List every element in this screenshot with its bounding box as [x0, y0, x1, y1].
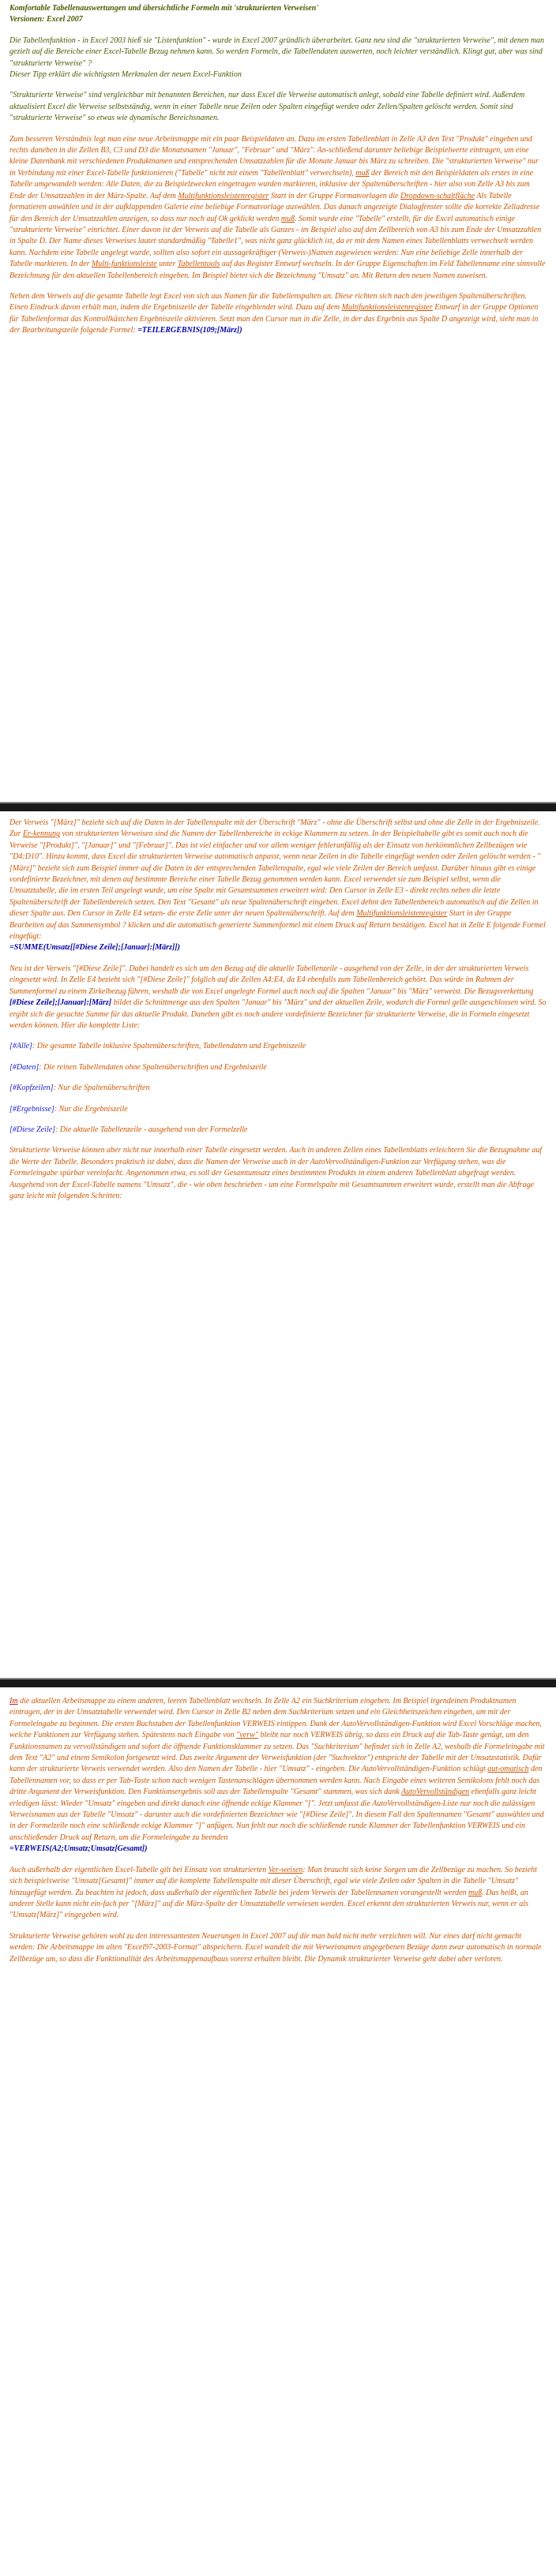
example-text-f: unter: [159, 260, 176, 269]
document-title: Komfortable Tabellenauswertungen und übersichtliche Formeln mit 'strukturierten Verweisen': [9, 4, 319, 13]
identifier-alle-desc: : Die gesamte Tabelle inklusive Spaltenüberschriften, Tabellendaten und Ergebniszeile: [32, 1042, 306, 1051]
references-paragraph: [9, 818, 547, 954]
reference-chain: [#Diese Zeile];[Januar]:[März]: [9, 998, 112, 1008]
this-row-paragraph: [9, 964, 547, 1032]
verweis-paragraph: [9, 1696, 547, 1855]
formula-verweis: =VERWEIS(A2;Umsatz;Umsatz[Gesamt]): [9, 1844, 148, 1854]
columns-text-b: Entwurf in der Gruppe Optionen für Tabellenformat das Kontrollkästchen Ergebniszeile aktivieren. Setzt man den Cursor nun in die Zelle, in der das Ergebnis aus Spalte D angezeigt wird, sieht man in der Bearbeitungszeile folgende Formel:: [9, 303, 539, 335]
example-mus-1: muß: [355, 168, 370, 178]
this-row-text-a: Neu ist der Verweis "[#Diese Zeile]". Dabei handelt es sich um den Bezug auf die aktuelle Tabellenzeile - ausgehend von der Zelle, in der der strukturierten Verweis eingesetzt wird. In Zelle E4 bezieht sich "[#Diese Zeile]" folglich auf die Zellen A4:E4, da E4 ebenfalls zum Tabellenbereich gehört. Das würde im Rahmen der Summenformel zu einem Zirkelbezug führen, weshalb die von Excel angelegte Formel auch noch auf die Spalten "Januar" bis "März" verweist. Die Bezugsverkettung: [9, 964, 534, 996]
link-verweisen[interactable]: Ver-weisen: [268, 1865, 303, 1874]
section-divider-2: [0, 1678, 556, 1687]
link-tabellentools[interactable]: Tabellentools: [177, 260, 220, 269]
formula-teilergebnis: =TEILERGEBNIS(109;[März]): [137, 326, 242, 335]
link-multifunktionsleiste[interactable]: Multi-funktionsleiste: [91, 260, 157, 269]
list-item-alle: [9, 1041, 547, 1052]
columns-text-a: Neben dem Verweis auf die gesamte Tabelle legt Excel von sich aus Namen für die Tabellenspalten an. Diese richten sich nach den jeweiligen Spaltenüberschriften. Einen Eindruck davon erhält man, indem die Ergebniszeile der Tabelle eingeblendet wird. Dazu auf dem: [9, 291, 527, 313]
conclusion-paragraph: Strukturierte Verweise gehören wohl zu den interessantesten Neuerungen in Excel 2007 auf die man bald nicht mehr verzichten will. Nur eines darf nicht gemacht werden: Die Arbeitsmappe im alten "Excel97-2003-Format" abspeichern. Excel wandelt die mit Verweisnamen angegebenen Bezüge dann zwar automatisch in normale Zellbezüge um, so dass die Funktionalität des Arbeitsmappenaufbaus vorerst erhalten bleibt. Die Dynamik strukturierter Verweise geht dabei aber verloren.: [9, 1931, 542, 1964]
link-autovervollstaendigen[interactable]: AutoVervollständigen: [401, 1788, 470, 1797]
intro-paragraph: [9, 36, 547, 81]
outside-text-b: : Man braucht sich keine Sorgen um die Zellbezüge zu machen. So bezieht sich beispielsweise "Umsatz[Gesamt]" immer auf die komplette Tabellenspalte mit dieser Überschrift, egal wie viele Zeilen oder Spalten in die Tabelle "Umsatz" hinzugefügt werden. Zu beachten ist jedoch, dass außerhalb der eigentlichen Tabelle bei jedem Verweis der Tabellennamen vorangestellt werden: [9, 1865, 537, 1897]
example-text-a: Zum besseren Verständnis legt man eine neue Arbeitsmappe mit ein paar Beispieldaten an. Dazu im ersten Tabellenblatt in Zelle A3 den Text "Produkt" eingeben und rechts daneben in die Zellen B3, C3 und D3 die Monatsnamen "Januar", "Februar" und "März". An-schließend darunter beliebige Beispielwerte eintragen, um eine kleine Datenbank mit verschiedenen Produktnamen und entsprechenden Umsatzzahlen für die Monate Januar bis März zu schreiben. Die "strukturierten Verweise" nur in Verbindung mit einer Excel-Tabelle funktionieren ("Tabelle" nicht mit einem "Tabellenblatt" verwechseln),: [9, 134, 539, 178]
intro-text: Die Tabellenfunktion - in Excel 2003 hieß sie "Listenfunktion" - wurde in Excel 2007 gründlich überarbeitet. Ganz neu sind die "strukturierten Verweise", mit denen man gezielt auf die Bereiche einer Excel-Tabelle Bezug nehmen kann. So werden Formeln, die Tabellendaten auswerten, noch leichter verständlich. Klingt gut, aber was sind "strukturierte Verweise" ?: [9, 36, 545, 68]
link-erkennung[interactable]: Er-kennung: [22, 829, 60, 839]
identifier-diese-zeile: [#Diese Zeile]: [9, 1125, 56, 1134]
formula-summe: =SUMME(Umsatz[[#Diese Zeile];[Januar]:[März]]): [9, 943, 180, 953]
outside-references-paragraph: [9, 1865, 547, 1922]
list-item-ergebnisse: [9, 1104, 547, 1115]
link-multifunktionsleistenregister-2[interactable]: Multifunktionsleistenregister: [341, 303, 433, 313]
outside-table-paragraph: Strukturierte Verweise können aber nicht nur innerhalb einer Tabelle eingesetzt werden. Auch in anderen Zellen eines Tabellenblatts erleichtern Sie die Bezugnahme auf die Werte der Tabelle. Besonders praktisch ist dabei, dass die Namen der Verweise auch in der AutoVervollständigen-Funktion zur Verfügung stehen, was die Formeleingabe spürbar vereinfacht. Angenommen etwa, es soll der Gesamtumsatz eines bestimmten Produkts in einem anderen Tabellenblatt abgefragt werden. Ausgehend von der Excel-Tabelle namens "Umsatz", die - wie oben beschrieben - um eine Formelspalte mit Gesamtsummen erweitert wurde, erstellt man die Abfrage ganz leicht mit folgenden Schritten:: [9, 1146, 543, 1200]
example-text-g: auf das Register Entwurf wechseln. In der Gruppe Eigenschaften im Feld Tabellenname eine sinnvolle Bezeichnung für den aktuellen Tabellenbereich eingeben. Im Beispiel bietet sich die Bezeichnung "Umsatz" an. Mit Return den neuen Namen zuweisen.: [9, 260, 546, 280]
outside-text-a: Auch außerhalb der eigentlichen Excel-Tabelle gilt bei Einsatz von strukturierten: [9, 1865, 267, 1874]
identifier-diese-zeile-desc: : Die aktuelle Tabellenzeile - ausgehend von der Formelzelle: [55, 1125, 248, 1134]
link-dropdown-schaltflaeche[interactable]: Dropdown-schaltfläche: [400, 191, 475, 200]
columns-paragraph: [9, 291, 547, 337]
outside-mus: muß: [468, 1888, 483, 1897]
link-multifunktionsleistenregister-1[interactable]: Multifunktionsleistenregister: [178, 191, 269, 200]
references-text-a: Der Verweis "[März]" bezieht sich auf die Daten in der Tabellenspalte mit der Überschrift "März" - ohne die Überschrift selbst und ohne die Zelle in der Ergebniszeile. Zur: [9, 818, 540, 839]
example-paragraph: [9, 134, 547, 282]
verweis-text-c: den Tabellennamen vor, so dass er per Tab-Taste schon nach wenigen Tastenanschlägen übernommen werden kann. Nach Eingabe eines weiteren Semikolons fehlt noch das dritte Argument der Verweisfunktion. Den Funktionsergebnis soll aus der Tabellenspalte "Gesamt" stammen, was sich dank: [9, 1765, 543, 1797]
identifier-kopfzeilen: [#Kopfzeilen]: [9, 1084, 54, 1093]
references-text-c: Start in der Gruppe Bearbeiten auf das Summensymbol ? klicken und die automatisch generierte Summenformel mit einem Druck auf Return bestätigen. Excel hat in Zelle E folgende Formel eingefügt:: [9, 909, 546, 942]
this-row-text-b: bildet die Schnittmenge aus den Spalten "Januar" bis "März" und der aktuellen Zeile, wodurch die Formel gelle ausgeschlossen wird. So ergibt sich die gesuchte Summe für das aktuelle Produkt. Daneben gibt es noch andere vordefinierte Bezeichner für strukturierte Verweise, die in Formeln eingesetzt werden können. Hier die komplette Liste:: [9, 998, 547, 1030]
identifier-alle: [#Alle]: [9, 1042, 32, 1051]
link-multifunktionsleistenregister-3[interactable]: Multifunktionsleistenregister: [356, 909, 448, 919]
section-divider-1: [0, 802, 556, 811]
verweis-text-a: die aktuellen Arbeitsmappe zu einem anderen, leeren Tabellenblatt wechseln. In Zelle A2 ein Suchkriterium eingeben. Im Beispiel irgendeinen Produktnamen eintragen, der in der Umsatztabelle verwendet wird. Den Cursor in Zelle B2 neben dem Suchkriterium setzen und ein Gleichheitszeichen eingeben, um mit der Formeleingabe zu beginnen. Die ersten Buchstaben der Tabellenfunktion VERWEIS eintippen. Dank der AutoVervollständigen-Funktion wird Excel Vorschläge machen, welche Funktionen zur Verfügung stehen. Spätestens nach Eingabe von: [9, 1697, 543, 1740]
definition-paragraph: "Strukturierte Verweise" sind vergleichbar mit benannten Bereichen, nur dass Excel die Verweise automatisch anlegt, sobald eine Tabelle definiert wird. Außerdem aktualisiert Excel die Verweise selbstständig, wenn in einer Tabelle neue Zeilen oder Spalten eingefügt werden oder Zellen/Spalten gelöscht werden. Somit sind "strukturierte Verweise" so etwas wie dynamische Bereichsnamen.: [9, 91, 525, 123]
identifier-daten: [#Daten]: [9, 1062, 39, 1072]
section-verweis: [0, 1693, 556, 2576]
example-text-e: . Somit wurde eine "Tabelle" erstellt, für die Excel automatisch einige "strukturierte Verweise" einrichtet. Einer davon ist der Verweis auf die Tabelle als Ganzes - im Beispiel also auf den Zellbereich von A3 bis zum Ende der Umsatzzahlen in Spalte D. Der Name dieses Verweises lautet standardmäßig "Tabelle1", was nicht ganz glücklich ist, da er mit dem Namen eines Tabellenblatts verwechselt werden kann. Nachdem eine Tabelle angelegt wurde, sollten also sofort ein aussagekräftiger (Verweis-)Namen zugewiesen werden: Nun eine beliebige Zelle innerhalb der Tabelle markieren. In der: [9, 214, 542, 269]
identifier-kopfzeilen-desc: : Nur die Spaltenüberschriften: [53, 1084, 150, 1093]
identifier-daten-desc: : Die reinen Tabellendaten ohne Spaltenüberschriften und Ergebniszeile: [39, 1062, 267, 1072]
outside-text-c: . Das heißt, an anderer Stelle kann nicht ein-fach per "[März]" auf die März-Spalte der Umsatztabelle verwiesen werden. Excel erkennt den strukturierten Verweis nur, wenn er als "Umsatz[März]" eingegeben wird.: [9, 1888, 528, 1920]
verweis-text-b: bleibt nur noch VERWEIS übrig, so dass ein Druck auf die Tab-Taste genügt, um den Funktionsnamen zu vervollständigen und sofort die öffnende Funktionsklammer zu setzen. Das "Suchkriterium" befindet sich in Zelle A2, weshalb die Formeleingabe mit dem Text "A2" und einem Semikolon fortgesetzt wird. Das zweite Argument der Verweisfunktion (der "Suchvektor") entspricht der Tabelle mit der Umsatzstatistik. Dafür kann der strukturierte Verweis verwendet werden. Also den Namen der Tabelle - hier "Umsatz" - eingeben. Die AutoVervollständigen-Funktion schlägt: [9, 1731, 545, 1774]
list-item-diese-zeile: [9, 1125, 547, 1136]
document-version: Versionen: Excel 2007: [9, 15, 83, 24]
example-text-d: Als Tabelle formatieren anwählen und in der aufklappenden Galerie eine beliebige Formatvorlage auswählen. Das danach angezeigte Dialogfenster sollte die korrekte Zelladresse für den Bereich der Umsatzzahlen anzeigen, so dass nur noch auf Ok geklickt werden: [9, 191, 540, 223]
intro-subtext: Dieser Tipp erklärt die wichtigsten Merkmalen der neuen Excel-Funktion: [9, 70, 242, 80]
example-mus-2: muß: [280, 214, 295, 223]
list-item-daten: [9, 1062, 547, 1073]
verweis-verw: "verw": [236, 1731, 259, 1740]
example-text-b: der Bereich mit den Beispieldaten als erstes in eine Tabelle umgewandelt werden: Alle Daten, die zu Beispielzwecken eingetragen wurden markieren, inklusive der Spaltenüberschriften - hier also von Zelle A3 bis zum Ende der Umsatzzahlen in der März-Spalte. Auf dem: [9, 168, 534, 200]
list-item-kopfzeilen: [9, 1083, 547, 1094]
section-references: [0, 814, 556, 1676]
link-automatisch[interactable]: aut-omatisch: [487, 1765, 529, 1774]
section-intro: [0, 0, 556, 800]
identifier-ergebnisse: [#Ergebnisse]: [9, 1104, 54, 1114]
references-text-b: von strukturierten Verweisen sind die Namen der Tabellenbereiche in eckige Klammern zu setzen. In der Beispieltabelle gibt es somit auch noch die Verweise "[Produkt]", "[Januar]" und "[Februar]". Das ist viel einfacher und vor allem weniger fehleranfällig als der Einsatz von herkömmlichen Zellbezügen wie "D4:D10". Hinzu kommt, dass Excel die strukturierten Verweise automatisch anpasst, wenn neue Zeilen in die Tabelle eingefügt werden oder Zeilen gelöscht werden - "[März]" bezieht sich zum Beispiel immer auf die Daten in der entsprechenden Tabellenspalte, egal wie viele Zeilen der Bereich umfasst. Darüber hinaus gibt es einige vordefinierte Bezeichner, mit denen auf bestimmte Bereiche einer Tabelle Bezug genommen werden kann. Excel verwendet sie zum Beispiel selbst, wenn die Umsatztabelle, die im ersten Teil angelegt wurde, um eine Spalte mit Gesamtsummen erweitert wird: Den Cursor in Zelle E3 - direkt rechts neben die letzte Spaltenüberschrift der Tabellenbereich setzen. Den Text "Gesamt" als neue Spaltenüberschrift eingeben. Excel dehnt den Tabellenbereich automatisch auf die Zellen in dieser Spalte aus. Den Cursor in Zelle E4 setzen- die erste Zelle unter der neuen Spaltenüberschrift. Auf dem: [9, 829, 541, 919]
example-text-c: Start in der Gruppe Formatvorlagen die: [271, 191, 399, 200]
verweis-text-d: ebenfalls ganz leicht erledigen lässt: Wieder "Umsatz" eingeben und direkt danach eine öffnende eckige Klammer "[". Jetzt umfasst die AutoVervollständigen-Liste nur noch die zulässigen Verweisnamen aus der Tabelle "Umsatz" - darunter auch die vordefinierten Bezeichner wie "[#Diese Zeile]". In diesem Fall den Spaltennamen "Gesamt" auswählen und in der Formelzeile noch eine schließende eckige Klammer "]" anfügen. Nun fehlt nur noch die schließende runde Klammer der Tabellenfunktion VERWEIS und ein anschließender Druck auf Return, um die Formeleingabe zu beenden: [9, 1788, 544, 1842]
identifier-ergebnisse-desc: : Nur die Ergebniszeile: [54, 1104, 128, 1114]
verweis-im: Im: [9, 1697, 18, 1705]
